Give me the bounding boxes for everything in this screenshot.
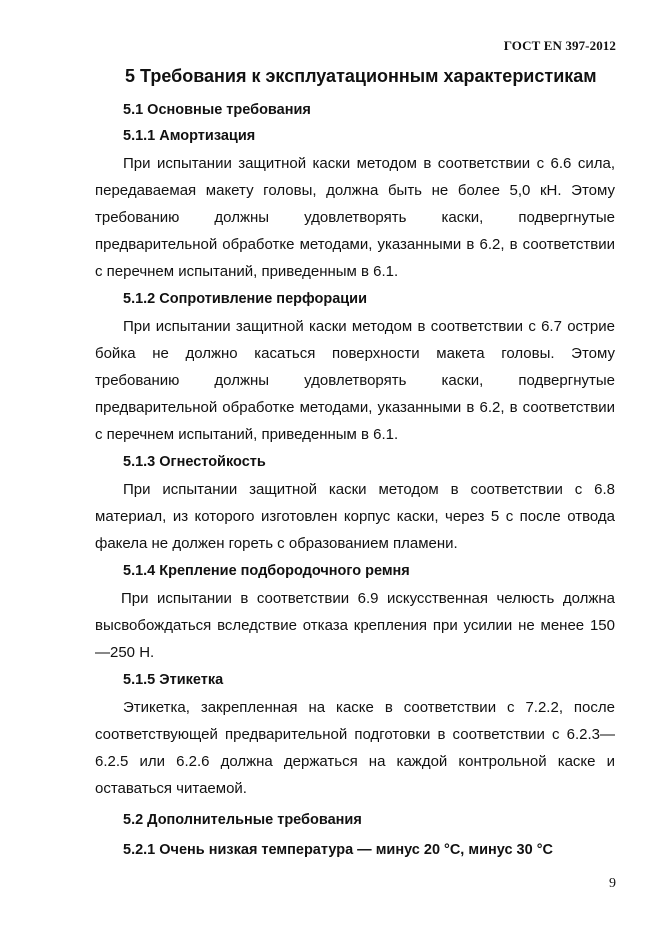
section-5-title: 5 Требования к эксплуатационным характеристикам <box>125 66 597 86</box>
document-code: ГОСТ EN 397-2012 <box>503 38 616 53</box>
section-5-2-title: 5.2 Дополнительные требования <box>123 812 362 828</box>
section-5-1-1-title: 5.1.1 Амортизация <box>123 128 256 144</box>
section-5-1-4-title: 5.1.4 Крепление подбородочного ремня <box>123 563 410 579</box>
section-5-1-3-text: При испытании защитной каски методом в соответствии с 6.8 материал, из которого изготовлен корпус каски, через 5 с после отвода факела не должен гореть с образованием пламени. <box>95 481 615 552</box>
section-5-1-2-text: При испытании защитной каски методом в соответствии с 6.7 острие бойка не должно касаться поверхности макета головы. Этому требованию должны удовлетворять каски, подвергнутые предварительной обработке методами, указанными в 6.2, в соответствии с перечнем испытаний, приведенным в 6.1. <box>95 318 615 443</box>
section-5-1-3-title: 5.1.3 Огнестойкость <box>123 454 266 470</box>
section-5-1-2-title: 5.1.2 Сопротивление перфорации <box>123 291 368 307</box>
page-number: 9 <box>609 876 616 891</box>
section-5-1-title: 5.1 Основные требования <box>123 102 311 118</box>
section-5-2-1-title: 5.2.1 Очень низкая температура — минус 20 °С, минус 30 °С <box>123 842 553 858</box>
section-5-1-5-title: 5.1.5 Этикетка <box>123 672 224 688</box>
page-content <box>95 64 615 864</box>
section-5-1-1-text: При испытании защитной каски методом в соответствии с 6.6 сила, передаваемая макету головы, должна быть не более 5,0 кН. Этому требованию должны удовлетворять каски, подвергнутые предварительной обработке методами, указанными в 6.2, в соответствии с перечнем испытаний, приведенным в 6.1. <box>95 155 615 280</box>
section-5-1-5-text: Этикетка, закрепленная на каске в соответствии с 7.2.2, после соответствующей предварительной подготовки в соответствии с 6.2.3—6.2.5 или 6.2.6 должна держаться на каждой контрольной каске и оставаться читаемой. <box>95 699 615 797</box>
section-5-1-4-text: При испытании в соответствии 6.9 искусственная челюсть должна высвобождаться вследствие отказа крепления при усилии не менее 150—250 Н. <box>95 590 615 661</box>
